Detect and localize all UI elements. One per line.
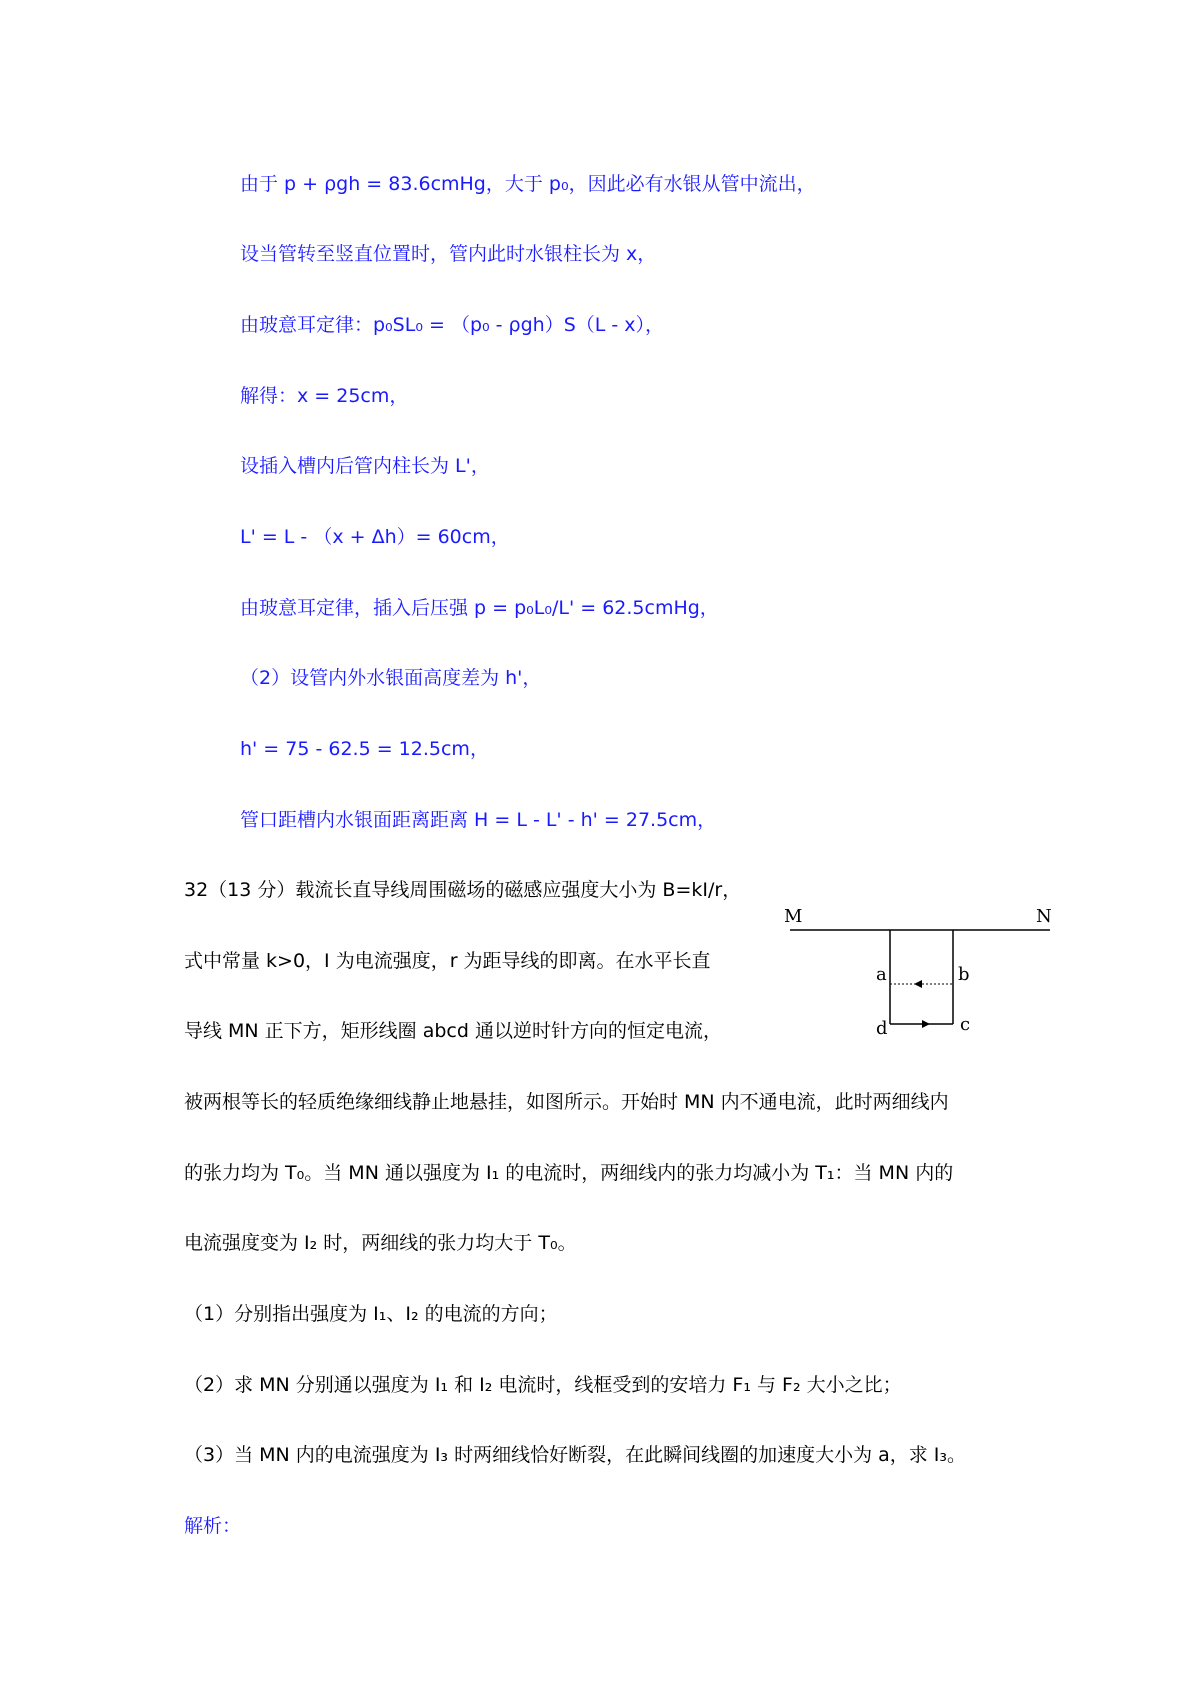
solution-line-10: 管口距槽内水银面距离距离 H = L - L' - h' = 27.5cm， bbox=[240, 809, 717, 831]
label-c: c bbox=[960, 1014, 971, 1035]
solution-line-8: （2）设管内外水银面高度差为 h'， bbox=[240, 667, 542, 689]
label-a: a bbox=[876, 964, 887, 985]
question-2: （2）求 MN 分别通以强度为 I₁ 和 I₂ 电流时，线框受到的安培力 F₁ 与 F₂ 大小之比； bbox=[184, 1374, 902, 1396]
problem-line-3: 导线 MN 正下方，矩形线圈 abcd 通以逆时针方向的恒定电流， bbox=[184, 1020, 722, 1042]
problem-line-2: 式中常量 k>0，I 为电流强度，r 为距导线的即离。在水平长直 bbox=[184, 950, 711, 972]
label-m: M bbox=[784, 906, 803, 927]
arrow-left-icon bbox=[914, 980, 922, 988]
problem-line-6: 电流强度变为 I₂ 时，两细线的张力均大于 T₀。 bbox=[184, 1232, 577, 1254]
question-1: （1）分别指出强度为 I₁、I₂ 的电流的方向； bbox=[184, 1303, 558, 1325]
solution-line-5: 设插入槽内后管内柱长为 L'， bbox=[240, 455, 490, 477]
question-3: （3）当 MN 内的电流强度为 I₃ 时两细线恰好断裂，在此瞬间线圈的加速度大小为 a，求 I₃。 bbox=[184, 1444, 967, 1466]
arrow-right-icon bbox=[922, 1020, 930, 1028]
label-b: b bbox=[958, 964, 970, 985]
label-d: d bbox=[876, 1018, 888, 1039]
problem-line-5: 的张力均为 T₀。当 MN 通以强度为 I₁ 的电流时，两细线内的张力均减小为 T₁：当 MN 内的 bbox=[184, 1162, 954, 1184]
solution-line-1: 由于 p + ρgh = 83.6cmHg，大于 p₀，因此必有水银从管中流出， bbox=[240, 173, 816, 195]
solution-line-9: h' = 75 - 62.5 = 12.5cm， bbox=[240, 738, 489, 760]
problem-line-4: 被两根等长的轻质绝缘细线静止地悬挂，如图所示。开始时 MN 内不通电流，此时两细线内 bbox=[184, 1091, 949, 1113]
label-n: N bbox=[1036, 906, 1052, 927]
answer-label: 解析： bbox=[184, 1515, 242, 1537]
solution-line-2: 设当管转至竖直位置时，管内此时水银柱长为 x， bbox=[240, 243, 657, 265]
solution-line-6: L' = L - （x + Δh）= 60cm， bbox=[240, 526, 510, 548]
solution-line-7: 由玻意耳定律，插入后压强 p = p₀L₀/L' = 62.5cmHg， bbox=[240, 597, 719, 619]
problem-line-1: 32（13 分）载流长直导线周围磁场的磁感应强度大小为 B=kI/r， bbox=[184, 879, 742, 901]
circuit-figure bbox=[780, 900, 1060, 1040]
solution-line-4: 解得：x = 25cm， bbox=[240, 385, 409, 407]
solution-line-3: 由玻意耳定律：p₀SL₀ = （p₀ - ρgh）S（L - x）， bbox=[240, 314, 665, 336]
